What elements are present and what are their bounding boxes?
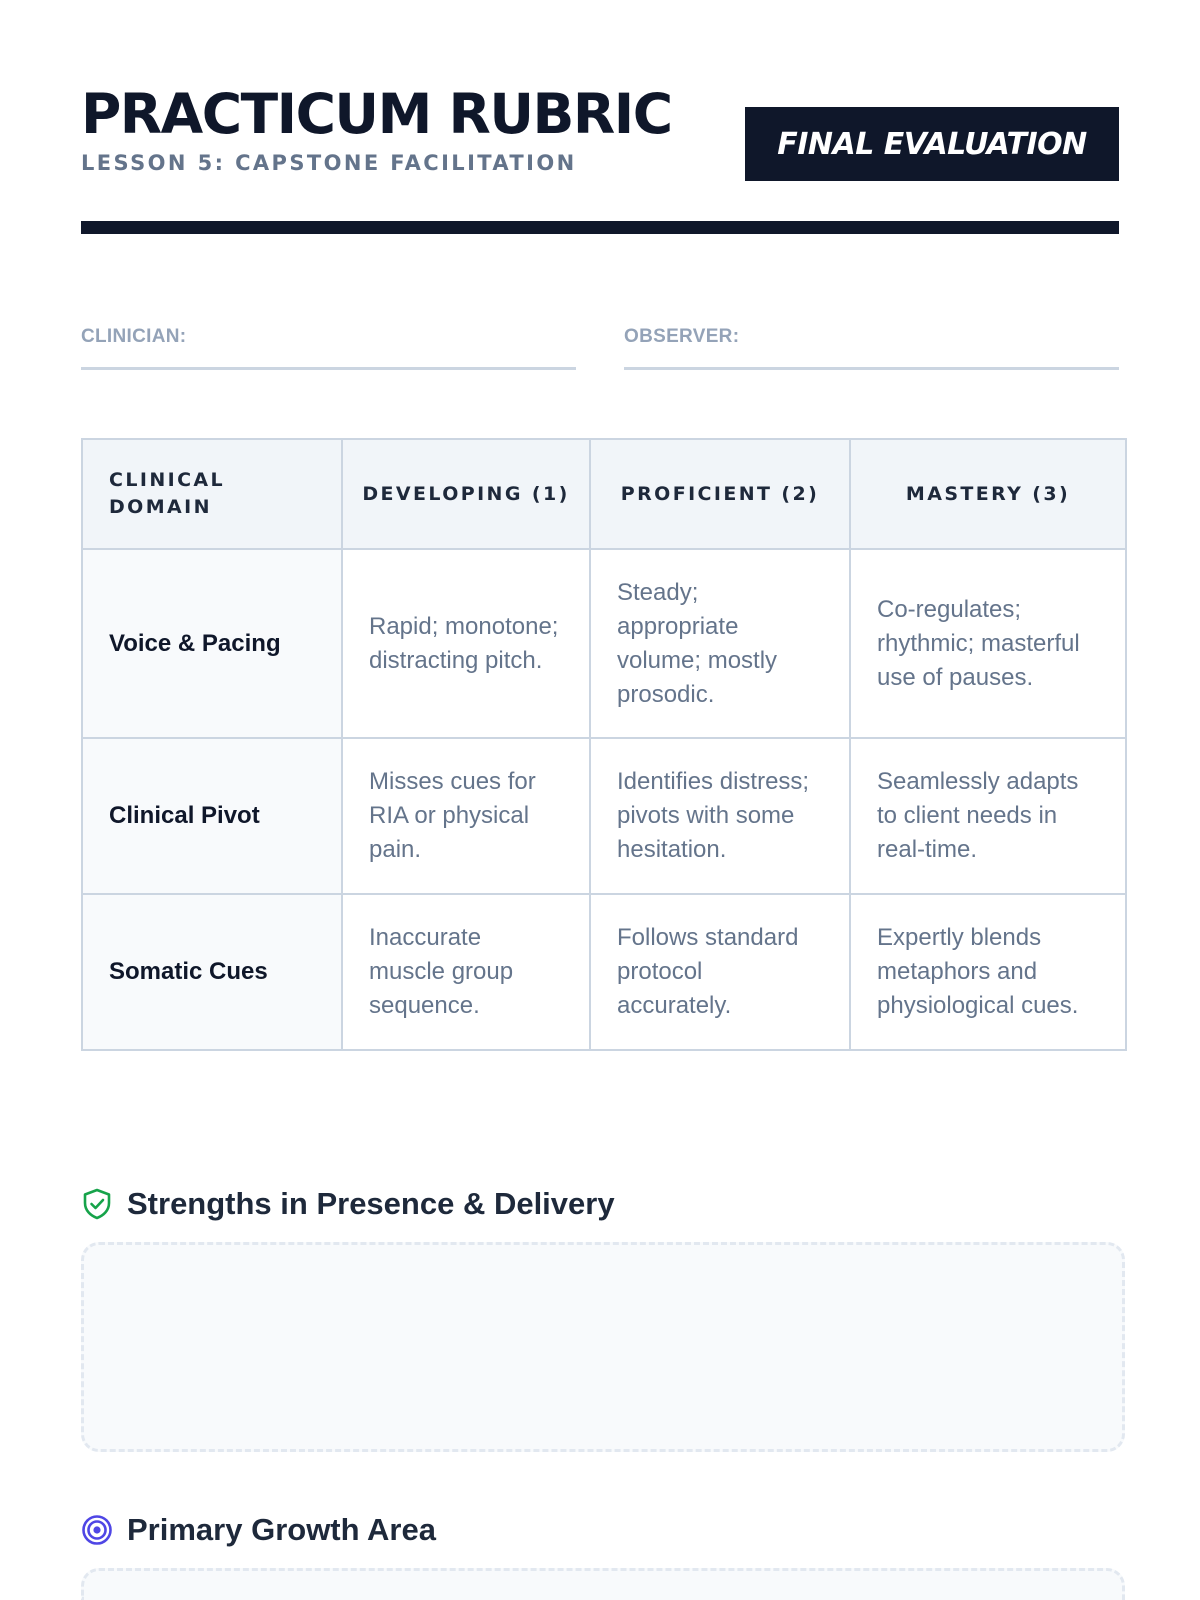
table-row — [82, 738, 1126, 894]
table-row — [82, 894, 1126, 1050]
mastery-cell: Expertly blends metaphors and physiological cues. — [850, 894, 1126, 1050]
domain-cell: Somatic Cues — [82, 894, 342, 1050]
target-icon — [81, 1513, 113, 1547]
observer-label: OBSERVER: — [624, 326, 740, 347]
developing-cell: Misses cues for RIA or physical pain. — [342, 738, 590, 894]
page-header — [81, 0, 1119, 240]
page-title: PRACTICUM RUBRIC — [81, 82, 672, 146]
domain-cell: Voice & Pacing — [82, 549, 342, 738]
header-developing: DEVELOPING (1) — [342, 439, 590, 549]
developing-cell: Rapid; monotone; distracting pitch. — [342, 549, 590, 738]
evaluation-badge: FINAL EVALUATION — [745, 107, 1119, 181]
domain-cell: Clinical Pivot — [82, 738, 342, 894]
proficient-cell: Identifies distress; pivots with some hesitation. — [590, 738, 850, 894]
header-proficient: PROFICIENT (2) — [590, 439, 850, 549]
rubric-table — [81, 438, 1127, 1051]
developing-cell: Inaccurate muscle group sequence. — [342, 894, 590, 1050]
observer-field[interactable] — [624, 320, 1119, 370]
proficient-cell: Follows standard protocol accurately. — [590, 894, 850, 1050]
page-subtitle: LESSON 5: CAPSTONE FACILITATION — [81, 151, 577, 175]
signoff-fields — [81, 320, 1119, 370]
proficient-cell: Steady; appropriate volume; mostly prosodic. — [590, 549, 850, 738]
mastery-cell: Seamlessly adapts to client needs in real-time. — [850, 738, 1126, 894]
rubric-header-row — [82, 439, 1126, 549]
header-divider — [81, 221, 1119, 234]
strengths-heading — [81, 1186, 615, 1222]
table-row — [82, 549, 1126, 738]
growth-notes-field[interactable] — [81, 1568, 1125, 1600]
strengths-title: Strengths in Presence & Delivery — [127, 1186, 615, 1221]
growth-heading — [81, 1512, 436, 1548]
mastery-cell: Co-regulates; rhythmic; masterful use of pauses. — [850, 549, 1126, 738]
strengths-notes-field[interactable] — [81, 1242, 1125, 1452]
clinician-field[interactable] — [81, 320, 576, 370]
shield-check-icon — [81, 1187, 113, 1221]
growth-title: Primary Growth Area — [127, 1512, 436, 1547]
header-mastery: MASTERY (3) — [850, 439, 1126, 549]
header-clinical-domain: CLINICAL DOMAIN — [82, 439, 342, 549]
clinician-label: CLINICIAN: — [81, 326, 187, 347]
